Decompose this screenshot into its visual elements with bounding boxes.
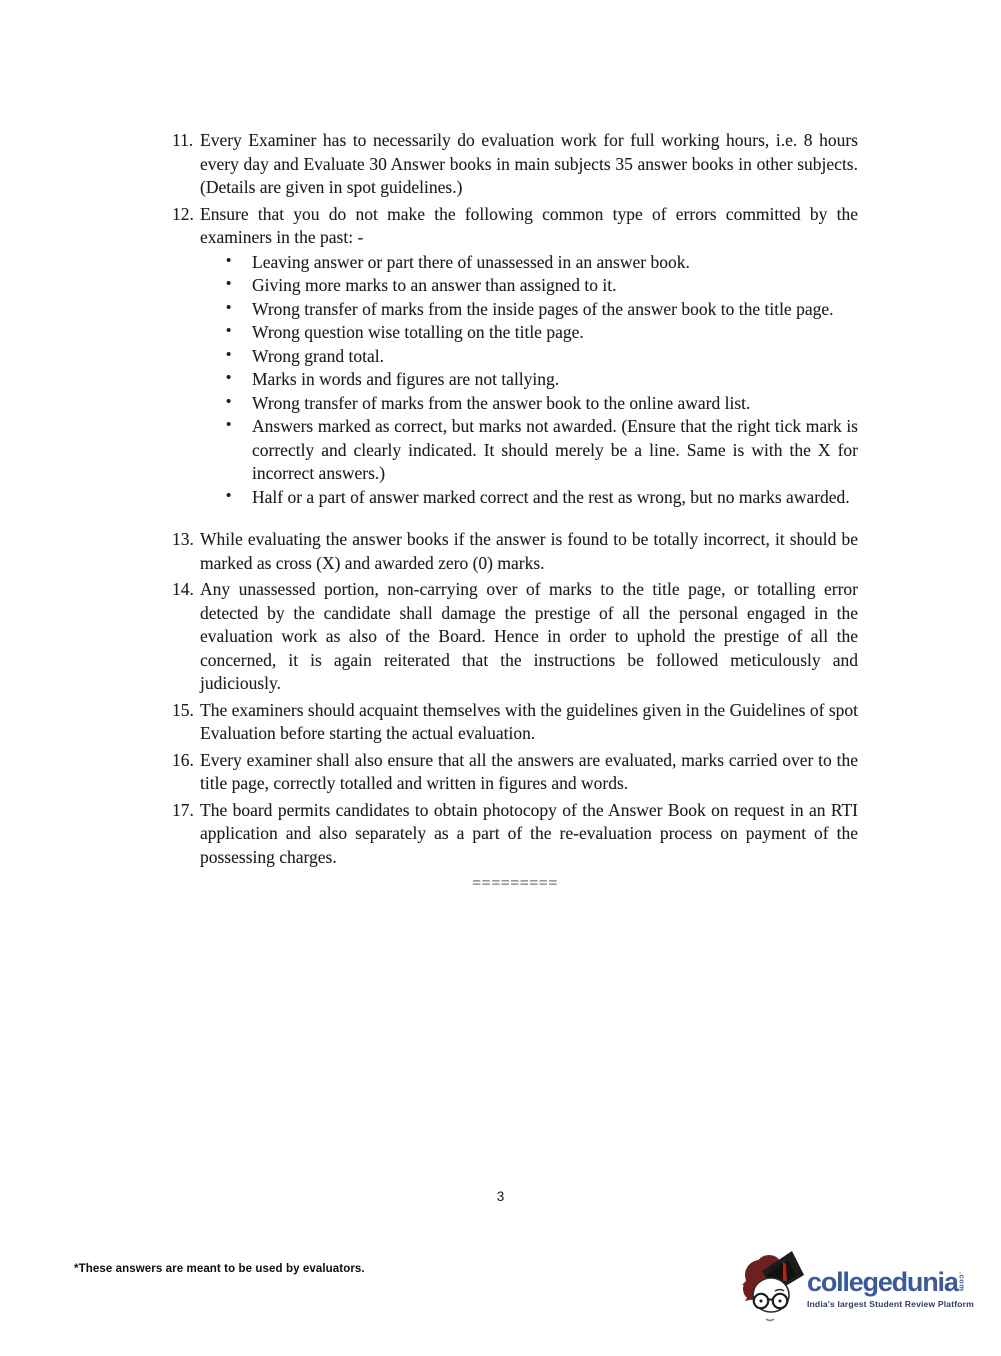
- bullet-text: Wrong transfer of marks from the answer book to the online award list.: [252, 392, 751, 413]
- bullet-icon: •: [226, 487, 232, 504]
- bullet-text: Wrong transfer of marks from the inside pages of the answer book to the title page.: [252, 298, 834, 319]
- list-item: [200, 298, 858, 322]
- item-text: Ensure that you do not make the following common type of errors committed by the examiners in the past: -: [200, 203, 858, 247]
- bullet-icon: •: [226, 417, 232, 433]
- item-number: 16.: [172, 749, 194, 770]
- bullet-text: Leaving answer or part there of unassessed in an answer book.: [252, 251, 690, 272]
- item-number: 14.: [172, 579, 194, 599]
- brand-row: [807, 1268, 974, 1296]
- evaluator-footnote: *These answers are meant to be used by evaluators.: [74, 1263, 365, 1275]
- item-number: 12.: [172, 203, 194, 224]
- list-item: [200, 486, 858, 510]
- item-text: Every examiner shall also ensure that all the answers are evaluated, marks carried over to the title page, correctly totalled and written in figures and words.: [200, 749, 858, 793]
- instruction-item-15: [172, 699, 858, 746]
- item-number: 15.: [172, 699, 194, 720]
- item-text: Any unassessed portion, non-carrying over of marks to the title page, or totalling error detected by the candidate shall damage the prestige of all the personal engaged in the evaluation work as also of the Board. Hence in order to uphold the prestige of all the concerned, it is again reiterated that the instructions be followed meticulously and judiciously.: [200, 579, 858, 693]
- item-number: 17.: [172, 799, 199, 820]
- bullet-text: Giving more marks to an answer than assigned to it.: [252, 275, 617, 295]
- bullet-text: Half or a part of answer marked correct and the rest as wrong, but no marks awarded.: [252, 486, 850, 507]
- error-bullet-list: [200, 251, 858, 510]
- brand-tagline: India's largest Student Review Platform: [807, 1298, 974, 1309]
- bullet-text: Wrong grand total.: [252, 345, 384, 366]
- page-number: 3: [496, 1189, 505, 1204]
- bullet-icon: •: [226, 323, 232, 339]
- end-divider: =========: [472, 875, 558, 892]
- instruction-item-12: [172, 203, 858, 510]
- bullet-text: Wrong question wise totalling on the title page.: [252, 322, 584, 342]
- item-text: While evaluating the answer books if the answer is found to be totally incorrect, it should be marked as cross (X) and awarded zero (0) marks.: [200, 529, 858, 573]
- list-item: [200, 321, 858, 345]
- item-number: 13.: [172, 529, 194, 549]
- instruction-item-17: [172, 799, 858, 870]
- list-item: [200, 345, 858, 369]
- instruction-item-11: [172, 129, 858, 200]
- bullet-icon: •: [226, 276, 232, 292]
- item-text: The board permits candidates to obtain photocopy of the Answer Book on request in an RTI application and also separately as a part of the re-evaluation process on payment of the possessing charges.: [200, 799, 858, 867]
- bullet-icon: •: [226, 393, 232, 410]
- item-text: The examiners should acquaint themselves with the guidelines given in the Guidelines of spot Evaluation before starting the actual evaluation.: [200, 699, 858, 743]
- item-text: Every Examiner has to necessarily do evaluation work for full working hours, i.e. 8 hours every day and Evaluate 30 Answer books in main subjects 35 answer books in other subjects. (Details are given in spot guidelines.): [200, 130, 858, 197]
- logo-text: [807, 1254, 974, 1309]
- document-body: [172, 129, 858, 896]
- list-item: [200, 251, 858, 275]
- bullet-icon: •: [226, 299, 232, 316]
- brand-name: collegedunia: [807, 1266, 958, 1297]
- list-item: [200, 415, 858, 486]
- bullet-icon: •: [226, 346, 232, 363]
- list-item: [200, 274, 858, 298]
- bullet-text: Answers marked as correct, but marks not awarded. (Ensure that the right tick mark is correctly and clearly indicated. It should merely be a line. Same is with the X for incorrect answers.): [252, 416, 858, 483]
- instruction-item-16: [172, 749, 858, 796]
- list-item: [200, 392, 858, 416]
- bullet-icon: •: [226, 370, 232, 386]
- mascot-icon: [736, 1239, 804, 1323]
- bullet-text: Marks in words and figures are not tallying.: [252, 369, 560, 389]
- collegedunia-logo: [736, 1239, 974, 1323]
- item-number: 11.: [172, 130, 194, 150]
- instruction-item-13: [172, 528, 858, 575]
- brand-tld: .com: [957, 1271, 967, 1292]
- list-item: [200, 368, 858, 392]
- instruction-item-14: [172, 578, 858, 696]
- bullet-icon: •: [226, 252, 232, 269]
